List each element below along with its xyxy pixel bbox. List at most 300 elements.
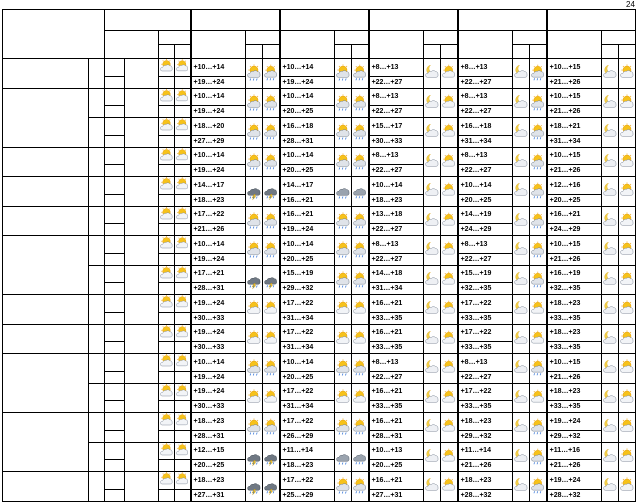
subregion-label <box>89 206 105 236</box>
temp-range: +18…+23 <box>458 413 513 431</box>
temp-range: +31…+34 <box>458 135 513 147</box>
sun-cloud-rain-icon <box>530 207 546 236</box>
temp-range <box>125 177 159 207</box>
blank-cell <box>175 135 191 147</box>
temp-range: +32…+35 <box>458 283 513 295</box>
sun-cloud-rain-icon <box>335 266 351 295</box>
sun-cloud-icon <box>441 413 457 442</box>
moon-cloud-icon <box>424 236 440 265</box>
moon-cloud-icon <box>424 118 440 147</box>
weather-day <box>619 324 636 354</box>
weather-day <box>530 295 547 325</box>
weather-night <box>335 354 352 384</box>
weather-day <box>263 206 280 236</box>
temp-range: +21…+26 <box>547 106 602 118</box>
time-of-day <box>105 342 125 354</box>
weather-day <box>352 442 369 472</box>
time-of-day <box>105 383 125 401</box>
weather-night <box>424 442 441 472</box>
temp-range: +16…+18 <box>280 118 335 136</box>
temp-range: +33…+35 <box>547 342 602 354</box>
temp-range: +18…+23 <box>191 194 246 206</box>
temp-range: +13…+18 <box>369 206 424 224</box>
time-of-day <box>105 371 125 383</box>
sun-cloud-icon <box>175 472 190 489</box>
subregion-label <box>89 236 105 266</box>
temp-range: +10…+14 <box>458 177 513 195</box>
weather-night <box>513 177 530 207</box>
temp-range: +8…+13 <box>458 236 513 254</box>
weather-day <box>530 59 547 89</box>
temp-range: +10…+15 <box>547 236 602 254</box>
weather-day <box>263 59 280 89</box>
sun-cloud-icon <box>619 118 635 147</box>
sun-cloud-icon <box>159 384 174 401</box>
temp-range: +21…+26 <box>458 460 513 472</box>
sun-cloud-icon <box>619 89 635 118</box>
temp-range: +10…+15 <box>547 354 602 372</box>
weather-day <box>352 383 369 413</box>
temp-range: +10…+15 <box>547 88 602 106</box>
moon-cloud-icon <box>602 236 618 265</box>
weather-day <box>530 354 547 384</box>
weather-night <box>602 88 619 118</box>
weather-day <box>619 88 636 118</box>
sun-cloud-icon <box>159 118 174 135</box>
weather-night <box>513 147 530 177</box>
temp-range <box>125 265 159 295</box>
temp-range: +8…+13 <box>369 88 424 106</box>
blank-cell <box>175 165 191 177</box>
weather-night <box>159 88 175 106</box>
sun-cloud-rain-icon <box>263 236 279 265</box>
weather-night <box>159 472 175 490</box>
weather-day <box>352 472 369 502</box>
weather-day <box>263 118 280 148</box>
weather-day <box>175 59 191 77</box>
moon-cloud-icon <box>602 472 618 501</box>
sun-cloud-icon <box>335 384 351 413</box>
weather-night <box>246 59 263 89</box>
sun-cloud-icon <box>441 384 457 413</box>
sun-cloud-icon <box>263 325 279 354</box>
sun-cloud-icon <box>530 384 546 413</box>
sun-cloud-icon <box>619 59 635 88</box>
sun-cloud-icon <box>619 236 635 265</box>
weather-day <box>263 324 280 354</box>
weather-day <box>619 383 636 413</box>
sun-cloud-rain-icon <box>530 266 546 295</box>
weather-night <box>159 413 175 431</box>
blank-cell <box>175 342 191 354</box>
temp-range: +22…+27 <box>369 76 424 88</box>
weather-day <box>441 324 458 354</box>
temp-range: +12…+15 <box>191 442 246 460</box>
weather-day <box>530 206 547 236</box>
weather-night <box>424 236 441 266</box>
region-name <box>3 236 89 295</box>
sun-cloud-icon <box>530 325 546 354</box>
weather-day <box>530 88 547 118</box>
temp-range: +8…+13 <box>369 236 424 254</box>
temp-range <box>125 442 159 472</box>
table-row <box>3 206 636 224</box>
moon-cloud-icon <box>513 384 529 413</box>
sun-cloud-icon <box>441 148 457 177</box>
weather-night <box>602 118 619 148</box>
sun-cloud-rain-icon <box>352 59 368 88</box>
weather-day <box>441 206 458 236</box>
sun-cloud-rain-icon <box>352 354 368 383</box>
moon-cloud-icon <box>424 443 440 472</box>
weather-night <box>335 265 352 295</box>
weather-day <box>441 59 458 89</box>
weather-day <box>175 472 191 490</box>
moon-cloud-icon <box>513 59 529 88</box>
temp-range: +29…+32 <box>458 430 513 442</box>
weather-header <box>424 31 458 45</box>
temp-range: +20…+25 <box>280 371 335 383</box>
blank-cell <box>159 312 175 324</box>
moon-cloud-icon <box>424 59 440 88</box>
day-header <box>175 45 191 59</box>
weather-day <box>263 295 280 325</box>
subregion-label <box>89 118 105 148</box>
weather-night <box>335 472 352 502</box>
temp-range: +28…+31 <box>191 430 246 442</box>
temp-range: +8…+13 <box>369 147 424 165</box>
temp-range: +18…+23 <box>547 324 602 342</box>
weather-day <box>263 472 280 502</box>
temp-range: +17…+21 <box>191 265 246 283</box>
sun-cloud-icon <box>352 325 368 354</box>
blank-cell <box>175 194 191 206</box>
time-of-day <box>105 147 125 165</box>
weather-night <box>159 354 175 372</box>
temp-range: +17…+22 <box>280 413 335 431</box>
temp-range: +15…+19 <box>280 265 335 283</box>
weather-day <box>175 118 191 136</box>
temp-range: +17…+22 <box>280 383 335 401</box>
moon-cloud-icon <box>602 118 618 147</box>
weather-night <box>602 59 619 89</box>
sun-cloud-rain-icon <box>246 89 262 118</box>
weather-day <box>619 265 636 295</box>
weather-night <box>513 236 530 266</box>
sun-cloud-icon <box>619 443 635 472</box>
weather-day <box>441 118 458 148</box>
weather-day <box>441 472 458 502</box>
temp-range: +29…+32 <box>547 430 602 442</box>
temp-range: +20…+25 <box>280 106 335 118</box>
temp-range: +8…+13 <box>458 147 513 165</box>
date-header <box>280 10 369 31</box>
sun-cloud-icon <box>263 295 279 324</box>
weather-night <box>335 88 352 118</box>
weather-night <box>335 442 352 472</box>
sun-cloud-rain-icon <box>246 354 262 383</box>
temp-range: +22…+27 <box>458 76 513 88</box>
moon-cloud-icon <box>424 325 440 354</box>
temp-range: +20…+25 <box>547 194 602 206</box>
weather-day <box>441 147 458 177</box>
temp-range <box>125 383 159 413</box>
weather-night <box>159 147 175 165</box>
temp-range: +24…+29 <box>458 224 513 236</box>
moon-cloud-icon <box>424 295 440 324</box>
moon-cloud-icon <box>424 266 440 295</box>
cloud-rain-icon <box>335 443 351 472</box>
temp-range: +14…+18 <box>369 265 424 283</box>
weather-night <box>424 265 441 295</box>
temp-range: +19…+24 <box>280 224 335 236</box>
time-of-day <box>105 224 125 236</box>
weather-night <box>246 177 263 207</box>
sun-cloud-rain-icon <box>530 443 546 472</box>
weather-day <box>352 118 369 148</box>
time-of-day <box>105 413 125 431</box>
temp-range: +19…+24 <box>280 76 335 88</box>
temp-range: +20…+25 <box>458 194 513 206</box>
temp-range: +17…+22 <box>458 295 513 313</box>
temp-range: +16…+21 <box>369 324 424 342</box>
temp-range <box>125 236 159 266</box>
table-row <box>3 265 636 283</box>
temp-range: +10…+14 <box>191 59 246 77</box>
weather-night <box>159 236 175 254</box>
temp-range: +27…+31 <box>369 489 424 501</box>
cloud-thunder-icon <box>263 177 279 206</box>
temp-range: +22…+27 <box>369 253 424 265</box>
time-of-day <box>105 177 125 195</box>
weather-day <box>619 147 636 177</box>
weather-night <box>602 324 619 354</box>
sun-cloud-icon <box>352 384 368 413</box>
moon-cloud-icon <box>513 325 529 354</box>
sun-cloud-icon <box>619 325 635 354</box>
sun-cloud-icon <box>175 236 190 253</box>
weather-day <box>263 383 280 413</box>
sun-cloud-icon <box>619 384 635 413</box>
night-header <box>424 45 441 59</box>
sun-cloud-icon <box>619 266 635 295</box>
table-row <box>3 413 636 431</box>
blank-cell <box>159 430 175 442</box>
region-name <box>3 177 89 207</box>
moon-cloud-icon <box>513 443 529 472</box>
table-row <box>3 324 636 342</box>
sun-cloud-icon <box>441 118 457 147</box>
temp-range: +16…+21 <box>369 413 424 431</box>
table-row <box>3 442 636 460</box>
weather-day <box>530 472 547 502</box>
temp-range: +16…+21 <box>369 472 424 490</box>
weather-day <box>352 59 369 89</box>
weather-night <box>513 88 530 118</box>
temp-range: +15…+19 <box>458 265 513 283</box>
moon-cloud-icon <box>424 354 440 383</box>
blank-cell <box>175 224 191 236</box>
weather-day <box>263 236 280 266</box>
weather-day <box>263 88 280 118</box>
weather-night <box>424 177 441 207</box>
temp-range: +17…+22 <box>280 472 335 490</box>
blank-cell <box>159 106 175 118</box>
cloud-thunder-icon <box>246 472 262 501</box>
temp-range: +33…+35 <box>547 401 602 413</box>
sun-cloud-icon <box>441 59 457 88</box>
weather-night <box>424 383 441 413</box>
temp-range: +18…+20 <box>191 118 246 136</box>
temp-range: +10…+14 <box>191 354 246 372</box>
weather-day <box>263 265 280 295</box>
temp-range: +8…+13 <box>369 59 424 77</box>
moon-cloud-icon <box>602 148 618 177</box>
moon-cloud-icon <box>602 354 618 383</box>
temp-range: +17…+22 <box>280 295 335 313</box>
moon-cloud-icon <box>602 443 618 472</box>
temp-range: +33…+35 <box>547 312 602 324</box>
blank-cell <box>159 135 175 147</box>
time-of-day <box>105 253 125 265</box>
time-of-day <box>105 106 125 118</box>
time-of-day <box>105 324 125 342</box>
blank-cell <box>159 342 175 354</box>
temp-range: +14…+17 <box>280 177 335 195</box>
weather-night <box>424 206 441 236</box>
region-name <box>3 206 89 236</box>
sun-cloud-rain-icon <box>263 148 279 177</box>
weather-night <box>246 265 263 295</box>
temp-range: +20…+25 <box>369 460 424 472</box>
temp-range: +33…+35 <box>458 342 513 354</box>
weather-day <box>175 324 191 342</box>
sun-cloud-rain-icon <box>352 89 368 118</box>
temp-range: +26…+29 <box>280 430 335 442</box>
weather-header <box>602 31 636 45</box>
region-name <box>3 472 89 502</box>
weather-header <box>335 31 369 45</box>
weather-day <box>175 206 191 224</box>
temp-range <box>125 324 159 354</box>
temp-range: +10…+14 <box>280 147 335 165</box>
temp-range: +11…+16 <box>547 442 602 460</box>
weather-day <box>530 265 547 295</box>
weather-day <box>352 324 369 354</box>
temp-range: +30…+33 <box>191 342 246 354</box>
weather-day <box>530 236 547 266</box>
weather-day <box>619 206 636 236</box>
weather-day <box>352 236 369 266</box>
weather-night <box>246 383 263 413</box>
sun-cloud-icon <box>530 295 546 324</box>
sun-cloud-icon <box>246 295 262 324</box>
temp-range: +25…+29 <box>280 489 335 501</box>
temp-range <box>125 118 159 148</box>
sun-cloud-rain-icon <box>335 472 351 501</box>
sun-cloud-icon <box>159 295 174 312</box>
weather-day <box>441 236 458 266</box>
temp-range: +28…+32 <box>547 489 602 501</box>
temp-range: +22…+27 <box>369 224 424 236</box>
sun-cloud-rain-icon <box>352 118 368 147</box>
temp-range: +16…+19 <box>547 265 602 283</box>
blank-cell <box>159 460 175 472</box>
sun-cloud-icon <box>159 236 174 253</box>
temp-range: +31…+34 <box>280 342 335 354</box>
temp-range: +33…+35 <box>458 401 513 413</box>
cloud-thunder-icon <box>246 266 262 295</box>
weather-night <box>602 472 619 502</box>
weather-night <box>246 295 263 325</box>
sun-cloud-icon <box>246 384 262 413</box>
weather-day <box>530 442 547 472</box>
sun-cloud-rain-icon <box>530 177 546 206</box>
temp-range: +31…+34 <box>369 283 424 295</box>
weather-day <box>441 177 458 207</box>
temp-range: +19…+24 <box>547 472 602 490</box>
sun-cloud-rain-icon <box>263 207 279 236</box>
sun-cloud-rain-icon <box>530 472 546 501</box>
sun-cloud-rain-icon <box>335 59 351 88</box>
table-row <box>3 88 636 106</box>
blank-cell <box>175 106 191 118</box>
sun-cloud-rain-icon <box>352 148 368 177</box>
time-of-day <box>105 88 125 106</box>
temp-range <box>125 354 159 384</box>
cloud-thunder-icon <box>263 443 279 472</box>
sun-cloud-icon <box>441 472 457 501</box>
temp-range: +8…+13 <box>458 59 513 77</box>
moon-cloud-icon <box>602 207 618 236</box>
weather-night <box>335 177 352 207</box>
sun-cloud-rain-icon <box>335 236 351 265</box>
weather-day <box>619 177 636 207</box>
weather-day <box>530 118 547 148</box>
sun-cloud-icon <box>159 325 174 342</box>
sun-cloud-rain-icon <box>352 472 368 501</box>
sun-cloud-icon <box>159 59 174 76</box>
weather-night <box>602 236 619 266</box>
blank-cell <box>159 224 175 236</box>
sun-cloud-rain-icon <box>263 59 279 88</box>
blank-cell <box>175 76 191 88</box>
weather-day <box>619 295 636 325</box>
temp-range: +18…+23 <box>280 460 335 472</box>
temp-range: +11…+14 <box>458 442 513 460</box>
table-row <box>3 177 636 195</box>
weather-day <box>441 265 458 295</box>
sun-cloud-icon <box>246 325 262 354</box>
sun-cloud-rain-icon <box>246 148 262 177</box>
temp-header <box>369 31 424 59</box>
temp-range <box>125 472 159 502</box>
subregion-label <box>89 354 105 384</box>
blank-cell <box>159 371 175 383</box>
moon-cloud-icon <box>513 266 529 295</box>
temp-range: +18…+23 <box>369 194 424 206</box>
blank-cell <box>175 371 191 383</box>
sun-cloud-icon <box>619 148 635 177</box>
page-number: 24 <box>626 0 635 9</box>
moon-cloud-icon <box>424 472 440 501</box>
weather-day <box>263 177 280 207</box>
sun-cloud-icon <box>159 148 174 165</box>
day-header <box>263 45 280 59</box>
temp-range: +28…+31 <box>369 430 424 442</box>
region-name <box>3 59 89 89</box>
temp-range: +19…+24 <box>191 76 246 88</box>
